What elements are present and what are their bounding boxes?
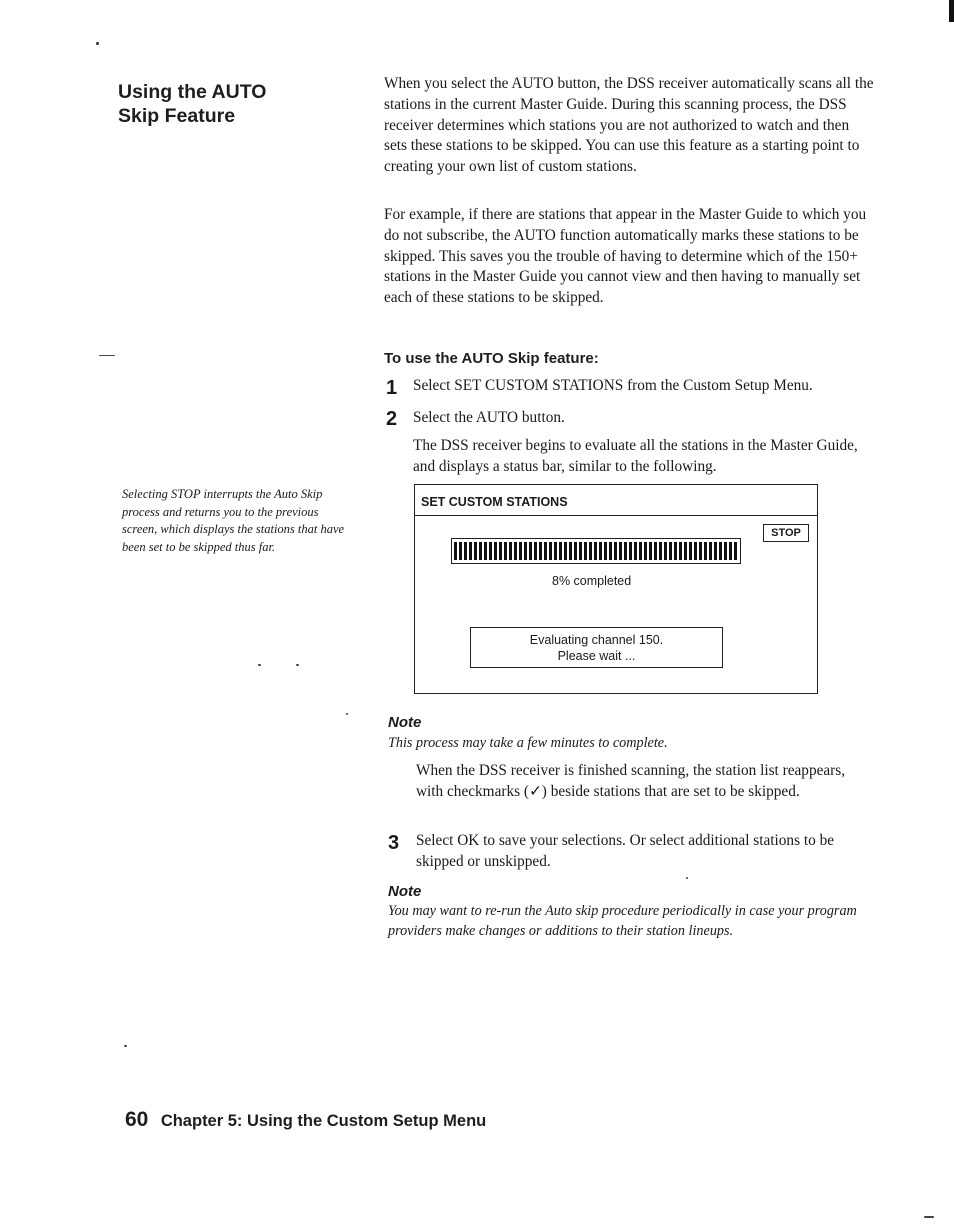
status-line-1: Evaluating channel 150. (529, 633, 664, 647)
note-1-text: This process may take a few minutes to complete. (388, 735, 668, 751)
progress-bar (451, 538, 741, 564)
intro-paragraph-2: For example, if there are stations that appear in the Master Guide to which you do not subscribe, the AUTO function automatically marks these stations to be skipped. This saves you the trouble of having to determine which of the 150+ stations in the Master Guide you cannot view and then having to manually set each of these stations to be skipped. (384, 206, 867, 307)
section-heading (118, 80, 266, 128)
scan-speck (924, 1216, 934, 1218)
section-heading-line2: Skip Feature (118, 105, 236, 127)
page-number: 60 (125, 1108, 149, 1131)
chapter-title: Chapter 5: Using the Custom Setup Menu (160, 1112, 487, 1130)
progress-label: 8% completed (552, 574, 632, 588)
note-1-label: Note (388, 714, 422, 731)
step-3-text: Select OK to save your selections. Or select additional stations to be skipped or unskipped. (416, 832, 835, 870)
scan-speck (99, 355, 115, 356)
page-footer (125, 1108, 486, 1132)
set-custom-stations-screen (414, 484, 818, 694)
stop-button[interactable]: STOP (763, 524, 809, 542)
step-3-number: 3 (388, 832, 400, 854)
step-2-text: Select the AUTO button. (413, 409, 565, 426)
intro-paragraph-1: When you select the AUTO button, the DSS receiver automatically scans all the stations in the current Master Guide. During this scanning process, the DSS receiver determines which stations you are not authorized to watch and then sets these stations to be skipped. You can use this feature as a starting point to creating your own list of custom stations. (384, 75, 874, 176)
scan-speck (124, 1045, 127, 1047)
step-1-number: 1 (386, 377, 398, 399)
sidenote: Selecting STOP interrupts the Auto Skip process and returns you to the previous screen, which displays the stations that have been set to be skipped thus far. (122, 487, 345, 554)
scan-speck (296, 664, 299, 666)
note-2-text: You may want to re-run the Auto skip procedure periodically in case your program providers make changes or additions to their station lineups. (388, 903, 857, 939)
note-2-label: Note (388, 883, 422, 900)
scan-speck (258, 664, 261, 666)
page-edge-mark (949, 0, 954, 22)
progress-bar-fill (454, 542, 738, 560)
section-heading-line1: Using the AUTO (118, 81, 267, 103)
scan-speck (346, 713, 348, 715)
step-2-detail: The DSS receiver begins to evaluate all the stations in the Master Guide, and displays a status bar, similar to the following. (413, 437, 858, 475)
step-2-number: 2 (386, 408, 398, 430)
scan-speck (686, 877, 688, 879)
scan-speck (96, 42, 99, 45)
procedure-heading: To use the AUTO Skip feature: (384, 350, 599, 367)
step-1-text: Select SET CUSTOM STATIONS from the Custom Setup Menu. (413, 377, 813, 394)
screen-title: SET CUSTOM STATIONS (421, 495, 568, 509)
status-message-box (470, 627, 723, 668)
screen-title-divider (415, 515, 817, 516)
after-note-1-paragraph: When the DSS receiver is finished scanning, the station list reappears, with checkmarks (✓) beside stations that are set to be skipped. (416, 762, 846, 800)
status-line-2: Please wait ... (557, 649, 636, 663)
